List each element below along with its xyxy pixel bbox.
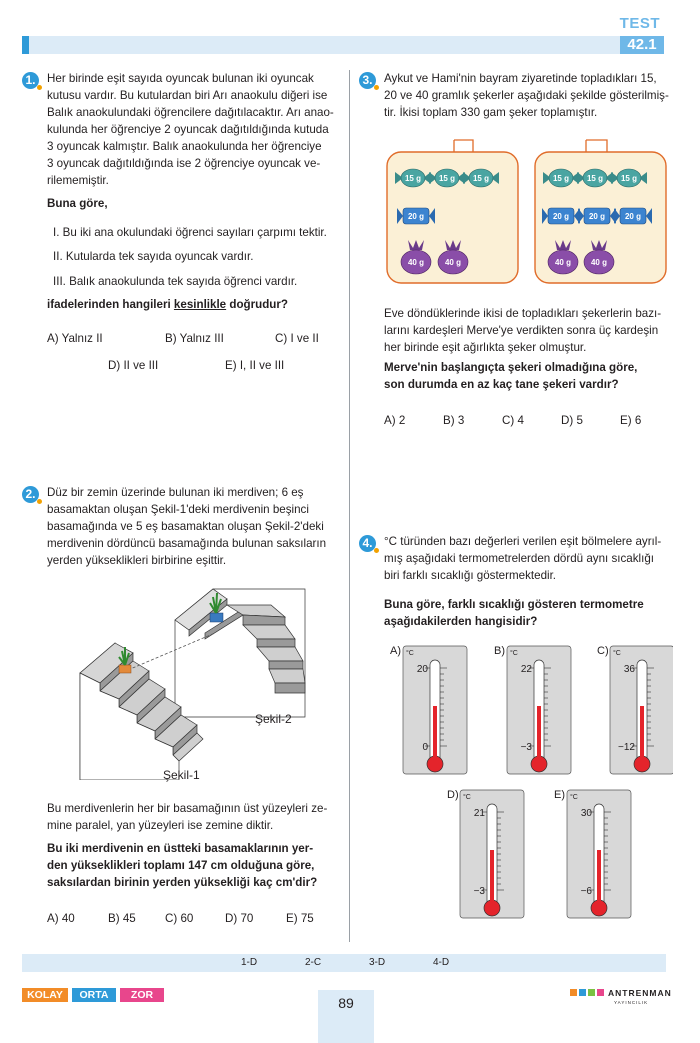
candy-label: 40 g [407, 258, 425, 267]
q1-option-e[interactable]: E) I, II ve III [225, 359, 285, 372]
q2-option-b[interactable]: B) 45 [108, 912, 136, 925]
question-1-number: 1. [22, 72, 39, 89]
thermo-a-top: 20 [416, 664, 428, 675]
candy-label: 15 g [404, 174, 422, 183]
thermometers-figure [383, 640, 673, 925]
candy-label: 40 g [590, 258, 608, 267]
thermo-label-d: D) [447, 789, 459, 801]
question-3-text-after: Eve döndüklerinde ikisi de topladıkları şekerlerin bazı- larını kardeşleri Merve'ye verdikten sonra üç kardeşin her birinde eşit ağırlıkta şeker olmuştur. [384, 307, 662, 354]
thermometer-c [610, 646, 673, 774]
logo-square [570, 989, 577, 996]
question-4-number: 4. [359, 535, 376, 552]
q1-option-b[interactable]: B) Yalnız III [165, 332, 224, 345]
candy-label: 40 g [554, 258, 572, 267]
difficulty-zor: ZOR [120, 988, 164, 1002]
question-1-prompt: Buna göre, [47, 197, 108, 210]
thermo-e-bottom: −6 [580, 886, 592, 897]
thermometer-d [460, 790, 524, 918]
answer-key-bar [22, 954, 666, 972]
thermometer-b [507, 646, 571, 774]
candy-label: 15 g [586, 174, 604, 183]
test-number: 42.1 [620, 36, 664, 54]
brand-sub: YAYINCILIK [614, 1000, 649, 1005]
q3-option-c[interactable]: C) 4 [502, 414, 524, 427]
thermo-d-top: 21 [473, 808, 485, 819]
q3-option-e[interactable]: E) 6 [620, 414, 642, 427]
thermo-b-top: 22 [520, 664, 532, 675]
candy-label: 40 g [444, 258, 462, 267]
logo-square [588, 989, 595, 996]
test-label: TEST [619, 15, 660, 32]
answer-3: 3-D [369, 957, 386, 968]
thermo-unit: °C [613, 650, 621, 657]
question-1-question: ifadelerinden hangileri kesinlikle doğrudur? [47, 298, 288, 311]
thermo-unit: °C [406, 650, 414, 657]
thermo-c-top: 36 [623, 664, 635, 675]
q1-option-c[interactable]: C) I ve II [275, 332, 319, 345]
statement-1: I. Bu iki ana okulundaki öğrenci sayıları çarpımı tektir. [53, 226, 327, 239]
candy-label: 20 g [407, 212, 425, 221]
question-2-info: Bu merdivenlerin her bir basamağının üst yüzeyleri ze- mine paralel, yan yüzeyleri ise zemine diktir. [47, 802, 328, 832]
candy-label: 15 g [438, 174, 456, 183]
thermo-e-top: 30 [580, 808, 592, 819]
candy-label: 15 g [472, 174, 490, 183]
question-3-number: 3. [359, 72, 376, 89]
candy-label: 15 g [552, 174, 570, 183]
q2-option-c[interactable]: C) 60 [165, 912, 194, 925]
thermo-label-a: A) [390, 645, 401, 657]
answer-2: 2-C [305, 957, 322, 968]
difficulty-orta: ORTA [72, 988, 116, 1002]
column-divider [349, 70, 350, 942]
thermo-c-bottom: −12 [618, 742, 635, 753]
question-4-question: Buna göre, farklı sıcaklığı gösteren termometre aşağıdakilerden hangisidir? [384, 598, 644, 628]
header-accent [22, 36, 29, 54]
logo-square [579, 989, 586, 996]
statement-3: III. Balık anaokulunda tek sayıda öğrenci vardır. [53, 275, 298, 288]
candy-jars-figure [383, 138, 673, 286]
question-2-question: Bu iki merdivenin en üstteki basamaklarının yer- den yükseklikleri toplamı 147 cm olduğuna göre, saksılardan birinin yerden yüksekliği kaç cm'dir? [47, 842, 318, 889]
staircase-2 [175, 589, 305, 717]
question-1-text: Her birinde eşit sayıda oyuncak bulunan iki oyuncak kutusu vardır. Bu kutulardan biri Arı anaokulu diğeri ise Balık anaokulundaki öğrencilere dağıtılacaktır. Arı anao- kulunda her öğrenciye 2 oyuncak dağıtıldığında kutuda 3 oyuncak kalmıştır. Balık anaokulunda her öğrenciye 3 oyuncak dağıtıldığında ise 2 öğrenciye oyuncak ve- rilememiştir. [47, 72, 334, 187]
question-2-text: Düz bir zemin üzerinde bulunan iki merdiven; 6 eş basamaktan oluşan Şekil-1'deki merdivenin beşinci basamağında ve 5 eş basamaktan oluşan Şekil-2'deki merdivenin dördüncü basamağında bulunan saksıların yerden yükseklikleri birbirine eşittir. [47, 486, 327, 567]
logo-square [597, 989, 604, 996]
candy-label: 20 g [624, 212, 642, 221]
brand-name: ANTRENMAN [608, 988, 672, 998]
stairs-figure [75, 575, 320, 780]
thermo-a-bottom: 0 [422, 742, 428, 753]
answer-4: 4-D [433, 957, 450, 968]
candy-label: 20 g [588, 212, 606, 221]
page-number: 89 [338, 995, 354, 1011]
statement-2: II. Kutularda tek sayıda oyuncak vardır. [53, 250, 254, 263]
difficulty-kolay: KOLAY [22, 988, 68, 1002]
thermo-label-b: B) [494, 645, 505, 657]
q2-option-d[interactable]: D) 70 [225, 912, 254, 925]
q3-option-d[interactable]: D) 5 [561, 414, 583, 427]
q1-option-d[interactable]: D) II ve III [108, 359, 159, 372]
figure-label-sekil-1: Şekil-1 [163, 768, 200, 782]
brand-logo [570, 983, 690, 1007]
question-2-number: 2. [22, 486, 39, 503]
question-4-text: °C türünden bazı değerleri verilen eşit bölmelere ayrıl- mış aşağıdaki termometrelerden dördü aynı sıcaklığı biri farklı sıcaklığı göstermektedir. [384, 535, 662, 582]
q2-option-a[interactable]: A) 40 [47, 912, 75, 925]
thermo-unit: °C [463, 794, 471, 801]
answer-1: 1-D [241, 957, 258, 968]
q2-option-e[interactable]: E) 75 [286, 912, 314, 925]
q1-option-a[interactable]: A) Yalnız II [47, 332, 103, 345]
candy-label: 20 g [552, 212, 570, 221]
candy-label: 15 g [620, 174, 638, 183]
thermo-label-c: C) [597, 645, 609, 657]
thermo-unit: °C [570, 794, 578, 801]
thermo-label-e: E) [554, 789, 565, 801]
question-3-question: Merve'nin başlangıçta şekeri olmadığına göre, son durumda en az kaç tane şekeri vardır? [384, 361, 638, 391]
question-3-text: Aykut ve Hami'nin bayram ziyaretinde topladıkları 15, 20 ve 40 gramlık şekerler aşağıdaki şekilde gösterilmiş- tir. İkisi toplam 330 gam şeker toplamıştır. [384, 72, 669, 119]
header-bar [22, 36, 650, 54]
q3-option-a[interactable]: A) 2 [384, 414, 406, 427]
thermo-b-bottom: −3 [520, 742, 532, 753]
thermometer-e [567, 790, 631, 918]
thermometer-a [403, 646, 467, 774]
thermo-unit: °C [510, 650, 518, 657]
thermo-d-bottom: −3 [473, 886, 485, 897]
figure-label-sekil-2: Şekil-2 [255, 712, 292, 726]
q3-option-b[interactable]: B) 3 [443, 414, 465, 427]
